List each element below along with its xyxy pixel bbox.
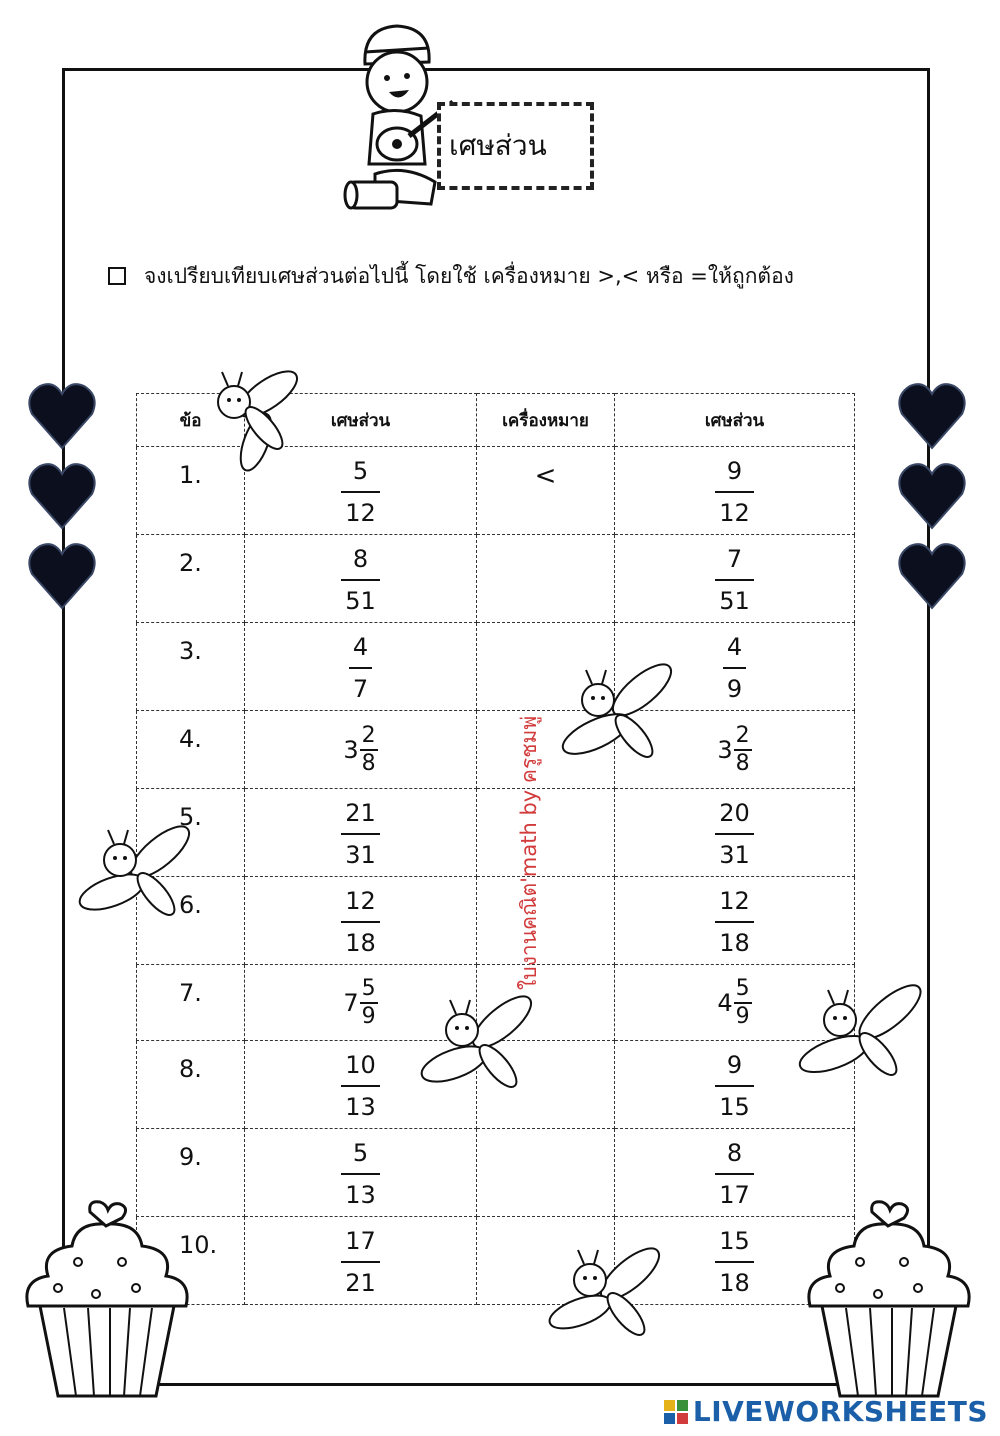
fraction [341,799,380,867]
numerator: 15 [719,1226,750,1255]
numerator: 10 [345,1050,376,1079]
whole-part: 7 [343,988,359,1017]
denominator: 9 [723,667,746,701]
header-sign: เครื่องหมาย [477,394,615,447]
numerator: 17 [345,1226,376,1255]
table-row [137,535,855,623]
denominator: 31 [715,833,754,867]
liveworksheets-logo-icon [663,1399,689,1425]
fraction [723,633,746,701]
numerator: 9 [726,456,743,485]
fraction [360,722,378,776]
fraction-cell [245,789,477,877]
row-number: 8. [137,1041,245,1129]
row-number: 9. [137,1129,245,1217]
instruction [108,258,928,294]
header-number: ข้อ [137,394,245,447]
table-row [137,711,855,789]
bee-icon [556,660,680,770]
mixed-number [717,722,751,776]
numerator: 5 [361,975,376,1001]
fraction-cell [245,877,477,965]
denominator: 9 [361,1003,376,1029]
row-number: 5. [137,789,245,877]
sign-answer-cell[interactable] [477,1129,615,1217]
fraction [349,633,372,701]
watermark-text: ใบงานคณิต'math by ครูชมพู่ [517,715,541,990]
numerator: 2 [735,722,750,748]
checkbox-icon [108,267,126,285]
fraction-cell [245,711,477,789]
fraction [715,545,754,613]
fraction [715,799,754,867]
header-fraction-b: เศษส่วน [615,394,855,447]
fraction-cell [245,1217,477,1305]
table-row [137,623,855,711]
bee-icon [198,366,306,478]
numerator: 20 [719,798,750,827]
table-row [137,1129,855,1217]
liveworksheets-brand[interactable] [663,1395,988,1428]
mixed-number [343,975,377,1029]
fraction [715,1139,754,1207]
row-number: 3. [137,623,245,711]
heart-icon [899,384,964,608]
row-number: 1. [137,447,245,535]
bee-icon [76,822,198,928]
row-number: 4. [137,711,245,789]
denominator: 7 [349,667,372,701]
denominator: 18 [715,921,754,955]
row-number: 7. [137,965,245,1041]
whole-part: 4 [717,988,733,1017]
table-row [137,1217,855,1305]
denominator: 31 [341,833,380,867]
fraction [341,1227,380,1295]
sign-answer-cell[interactable] [477,535,615,623]
denominator: 9 [735,1003,750,1029]
fraction-cell [245,1129,477,1217]
instruction-text: จงเปรียบเทียบเศษส่วนต่อไปนี้ โดยใช้ เครื่องหมาย >,< หรือ =ให้ถูกต้อง [144,263,794,288]
row-number: 2. [137,535,245,623]
hearts-right-decoration [898,378,966,610]
fraction [734,722,752,776]
fraction-cell [615,447,855,535]
table-row [137,789,855,877]
numerator: 2 [361,722,376,748]
numerator: 8 [352,544,369,573]
denominator: 17 [715,1173,754,1207]
fraction [360,975,378,1029]
bee-icon [794,980,930,1090]
mixed-number [717,975,751,1029]
numerator: 9 [726,1050,743,1079]
fraction-comparison-table [136,393,855,1305]
numerator: 4 [726,632,743,661]
denominator: 12 [341,491,380,525]
denominator: 12 [715,491,754,525]
fraction-cell [615,535,855,623]
fraction [715,457,754,525]
row-number: 6. [137,877,245,965]
denominator: 18 [341,921,380,955]
numerator: 12 [719,886,750,915]
denominator: 51 [715,579,754,613]
mixed-number [343,722,377,776]
cupcake-icon [18,1196,196,1402]
fraction-cell [615,789,855,877]
fraction [715,1051,754,1119]
denominator: 13 [341,1085,380,1119]
fraction [715,887,754,955]
bee-icon [546,1244,668,1348]
numerator: 21 [345,798,376,827]
fraction-cell [615,877,855,965]
fraction [715,1227,754,1295]
fraction [341,1139,380,1207]
row-number: 10. [137,1217,245,1305]
title-box [437,102,594,190]
numerator: 5 [352,1138,369,1167]
bee-icon [418,992,540,1100]
fraction-cell [245,535,477,623]
brand-text: LIVEWORKSHEETS [692,1395,988,1428]
numerator: 12 [345,886,376,915]
heart-icon [29,384,94,608]
denominator: 51 [341,579,380,613]
fraction [341,457,380,525]
table-row [137,877,855,965]
sign-answer-cell[interactable]: < [477,447,615,535]
numerator: 4 [352,632,369,661]
whole-part: 3 [717,735,733,764]
fraction [341,887,380,955]
header-fraction-a: เศษส่วน [245,394,477,447]
table-body [137,447,855,1305]
fraction [341,545,380,613]
denominator: 18 [715,1261,754,1295]
denominator: 15 [715,1085,754,1119]
denominator: 8 [361,750,376,776]
numerator: 5 [735,975,750,1001]
numerator: 7 [726,544,743,573]
whole-part: 3 [343,735,359,764]
denominator: 21 [341,1261,380,1295]
denominator: 8 [735,750,750,776]
hearts-left-decoration [28,378,96,610]
fraction-cell [245,623,477,711]
numerator: 5 [352,456,369,485]
denominator: 13 [341,1173,380,1207]
numerator: 8 [726,1138,743,1167]
fraction [734,975,752,1029]
fraction [341,1051,380,1119]
cupcake-icon [800,1196,978,1402]
page-title: เศษส่วน [449,129,547,162]
